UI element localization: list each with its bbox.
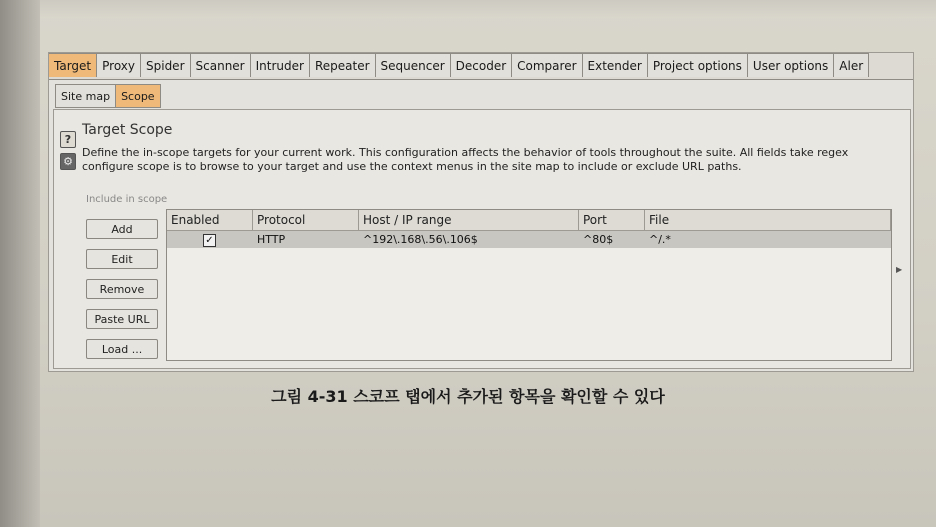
scope-panel bbox=[53, 109, 911, 369]
tab-project-options[interactable]: Project options bbox=[648, 53, 748, 77]
column-header-file[interactable]: File bbox=[645, 210, 891, 230]
host-cell: ^192\.168\.56\.106$ bbox=[363, 233, 478, 246]
tab-intruder[interactable]: Intruder bbox=[251, 53, 310, 77]
gear-icon[interactable]: ⚙ bbox=[60, 153, 76, 170]
edit-button[interactable]: Edit bbox=[86, 249, 158, 269]
help-icon[interactable]: ? bbox=[60, 131, 76, 148]
tab-spider[interactable]: Spider bbox=[141, 53, 191, 77]
tab-alerts[interactable]: Aler bbox=[834, 53, 869, 77]
tab-user-options[interactable]: User options bbox=[748, 53, 834, 77]
main-tab-bar bbox=[49, 53, 913, 80]
subtab-site-map[interactable]: Site map bbox=[55, 84, 116, 108]
column-header-enabled[interactable]: Enabled bbox=[167, 210, 253, 230]
port-cell: ^80$ bbox=[583, 233, 614, 246]
column-header-protocol[interactable]: Protocol bbox=[253, 210, 359, 230]
subtab-scope[interactable]: Scope bbox=[115, 84, 161, 108]
burp-screenshot bbox=[48, 52, 914, 372]
tab-proxy[interactable]: Proxy bbox=[97, 53, 141, 77]
section-title: Target Scope bbox=[82, 122, 173, 138]
load-button[interactable]: Load ... bbox=[86, 339, 158, 359]
tab-decoder[interactable]: Decoder bbox=[451, 53, 513, 77]
description-line-2: configure scope is to browse to your target and use the context menus in the site map to include or exclude URL paths. bbox=[82, 160, 742, 173]
book-page-top bbox=[0, 0, 936, 18]
sub-tab-bar bbox=[55, 84, 160, 108]
tab-scanner[interactable]: Scanner bbox=[191, 53, 251, 77]
table-header bbox=[167, 210, 891, 231]
file-cell: ^/.* bbox=[649, 233, 671, 246]
tab-extender[interactable]: Extender bbox=[583, 53, 648, 77]
figure-caption: 그림 4-31 스코프 탭에서 추가된 항목을 확인할 수 있다 bbox=[271, 387, 665, 406]
column-header-host[interactable]: Host / IP range bbox=[359, 210, 579, 230]
description-line-1: Define the in-scope targets for your current work. This configuration affects the behavior of tools throughout the suite. All fields take regex bbox=[82, 146, 849, 159]
scope-table bbox=[166, 209, 892, 361]
enabled-checkbox[interactable]: ✓ bbox=[203, 234, 216, 247]
column-header-port[interactable]: Port bbox=[579, 210, 645, 230]
tab-target[interactable]: Target bbox=[49, 53, 97, 77]
section-description bbox=[82, 146, 908, 174]
include-in-scope-label: Include in scope bbox=[86, 194, 168, 205]
paste-url-button[interactable]: Paste URL bbox=[86, 309, 158, 329]
tab-comparer[interactable]: Comparer bbox=[512, 53, 582, 77]
protocol-cell: HTTP bbox=[257, 233, 286, 246]
tab-sequencer[interactable]: Sequencer bbox=[376, 53, 451, 77]
add-button[interactable]: Add bbox=[86, 219, 158, 239]
scroll-right-arrow-icon[interactable]: ▶ bbox=[896, 265, 903, 274]
enabled-cell bbox=[167, 231, 253, 248]
remove-button[interactable]: Remove bbox=[86, 279, 158, 299]
table-row[interactable] bbox=[167, 231, 891, 248]
tab-repeater[interactable]: Repeater bbox=[310, 53, 376, 77]
book-page-gutter bbox=[0, 0, 40, 527]
